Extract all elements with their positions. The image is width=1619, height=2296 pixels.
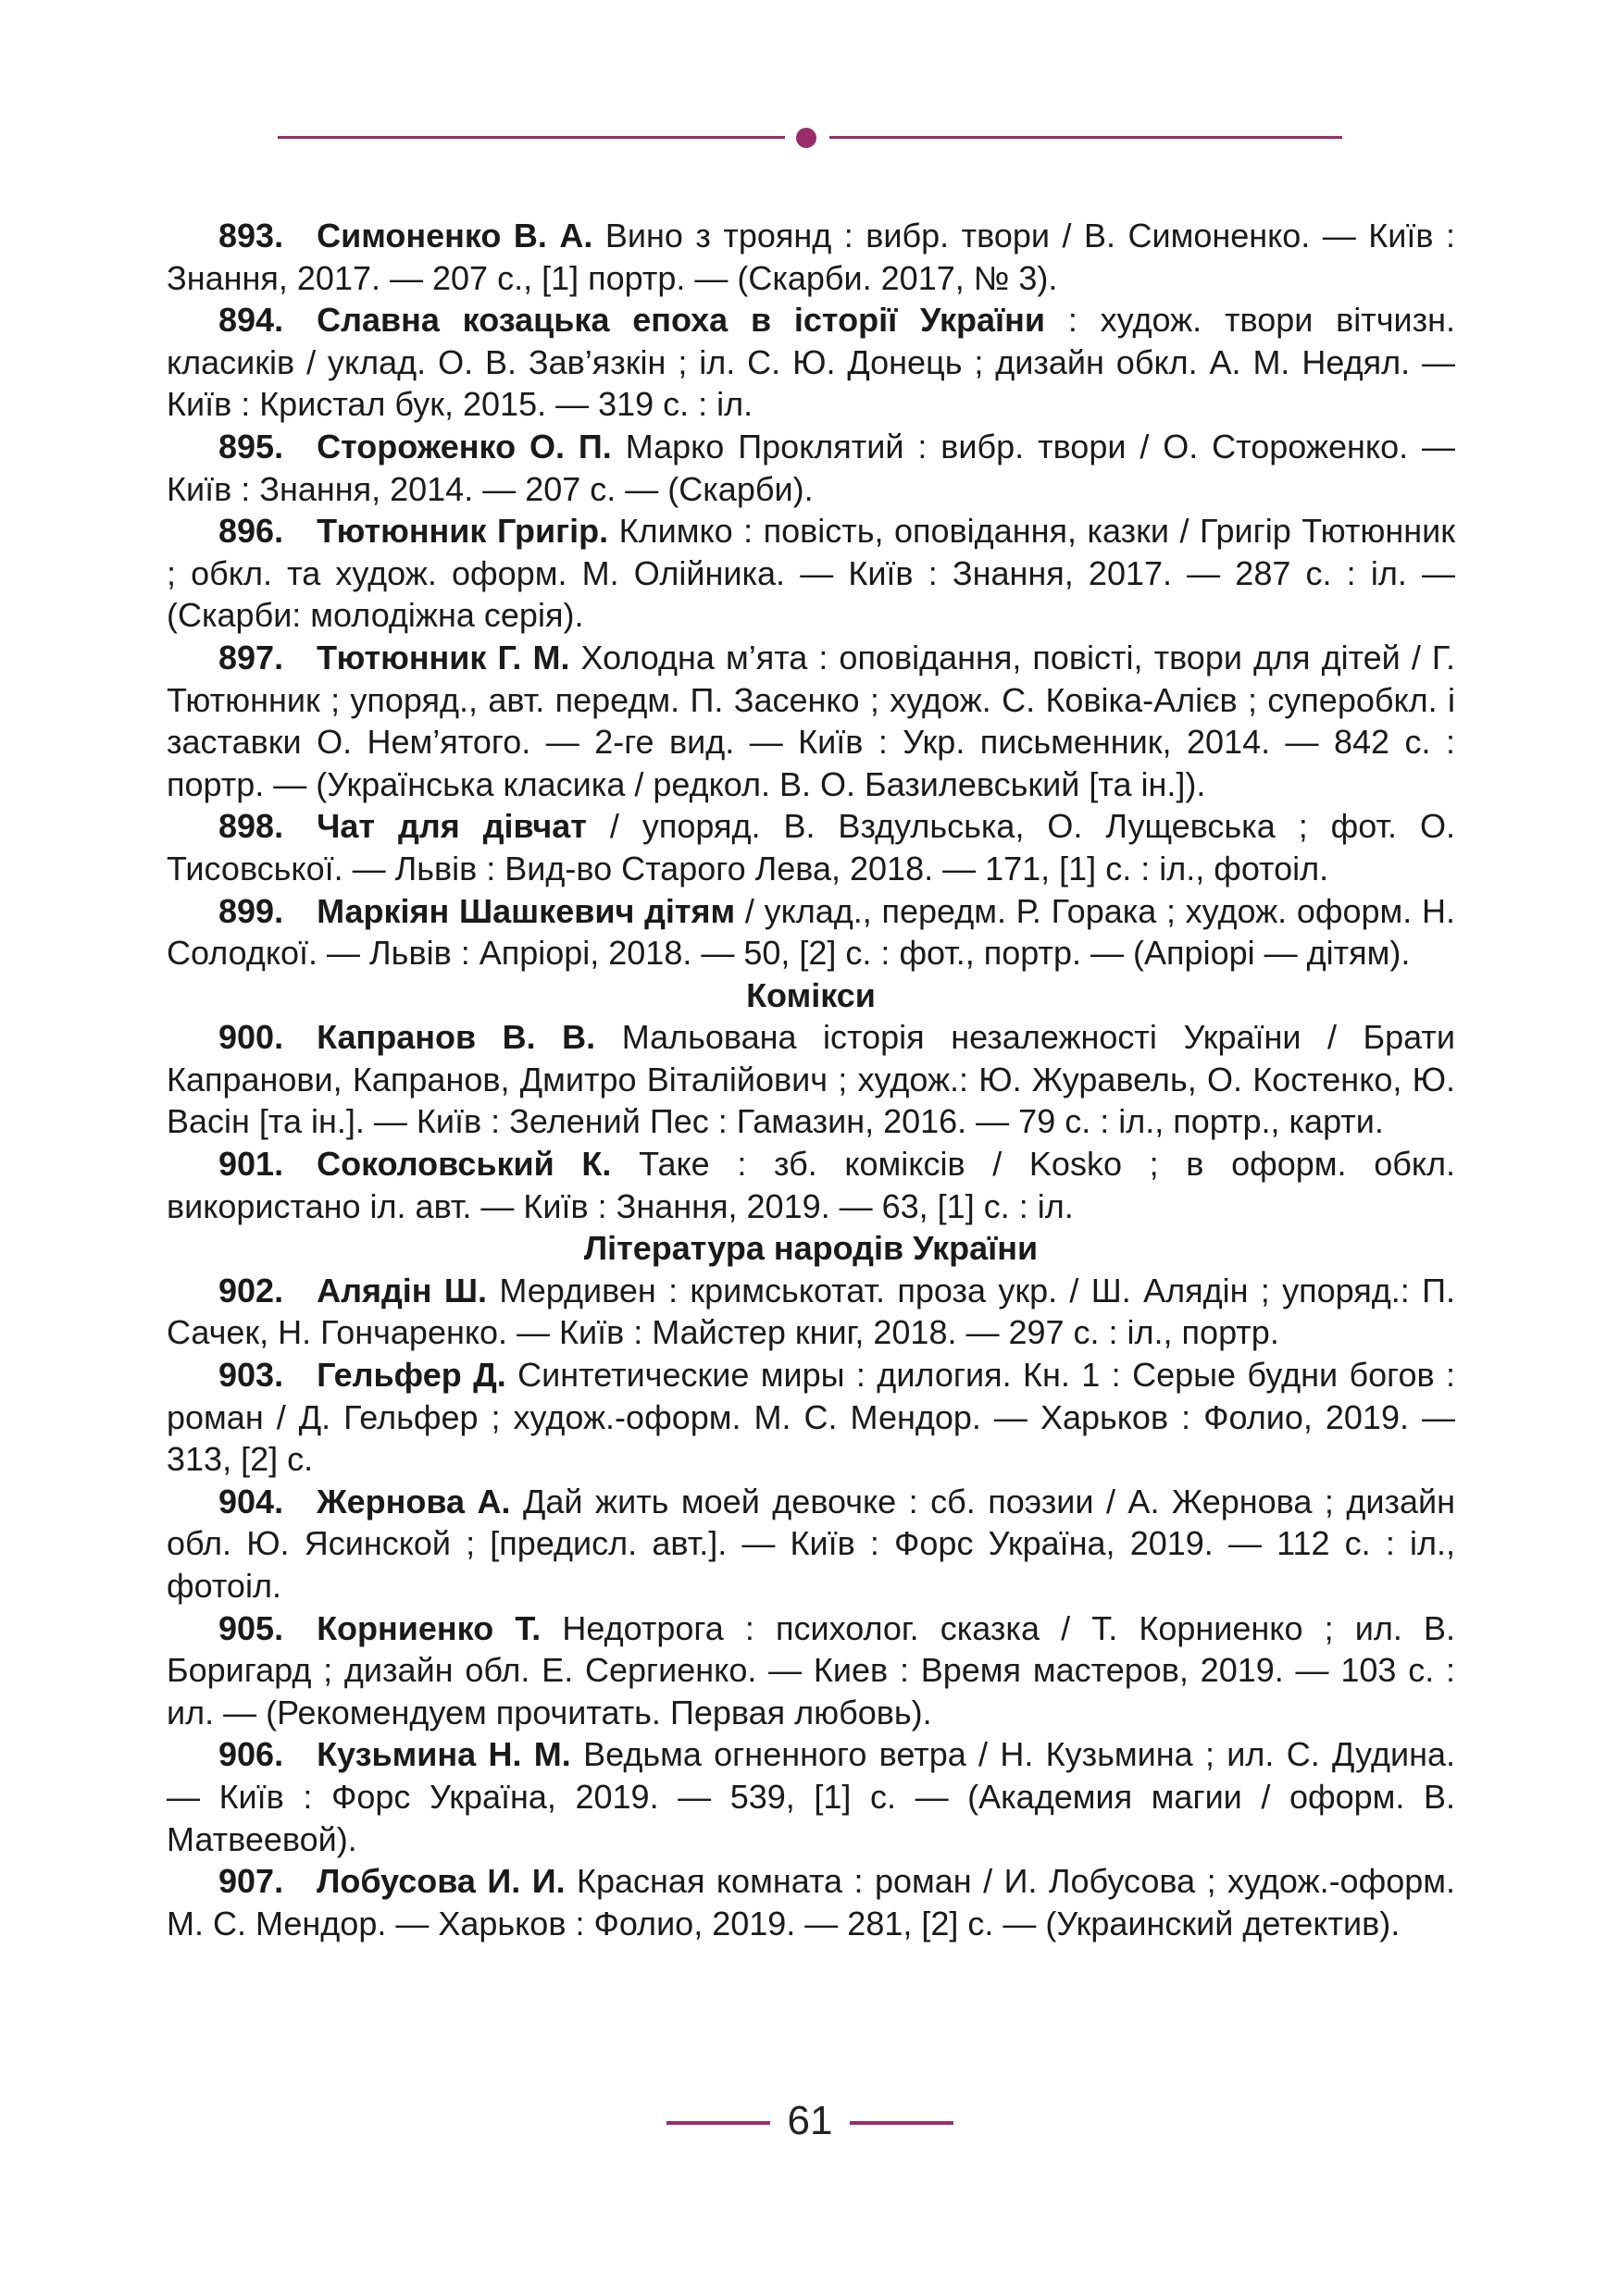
bibliography-entry (167, 1016, 1455, 1143)
entry-number: 894. (218, 301, 284, 340)
entry-author: Лобусова И. И. (317, 1862, 566, 1901)
entry-description: Мальована історія незалежності України / Брати Капранови, Капранов, Дмитро Віталійович ; худож.: Ю. Журавель, О. Костенко, Ю. Васін [та ін.]. — Київ : Зелений Пес : Гамазин, 2016. — 79 с. : іл., портр., карти. (167, 1018, 1455, 1141)
entry-description: / уклад., передм. Р. Горака ; худож. оформ. Н. Солодкої. — Львів : Апріорі, 2018. — 50, [2] с. : фот., портр. — (Апріорі — дітям). (167, 891, 1455, 973)
bibliography-entry (167, 1607, 1455, 1734)
entry-description: Красная комната : роман / И. Лобусова ; худож.-оформ. М. С. Мендор. — Харьков : Фолио, 2019. — 281, [2] с. — (Украинский детектив). (167, 1862, 1455, 1942)
page-number: 61 (787, 2098, 833, 2143)
entry-number: 899. (218, 891, 284, 930)
bibliography-entry (167, 1481, 1455, 1607)
top-rule-right-line (829, 136, 1342, 139)
bibliography-entry (167, 299, 1455, 426)
entry-description: Ведьма огненного ветра / Н. Кузьмина ; ил. С. Дудина. — Київ : Форс Україна, 2019. — 539, [1] с. — (Академия магии / оформ. В. Матвеевой). (167, 1735, 1455, 1858)
entry-number: 896. (218, 512, 284, 551)
bibliography-entry (167, 1860, 1455, 1944)
entry-author: Чат для дівчат (317, 807, 587, 846)
bibliography-content (167, 215, 1455, 1944)
bibliography-entry (167, 215, 1455, 299)
entry-description: Холодна м’ята : оповідання, повісті, твори для дітей / Г. Тютюнник ; упоряд., авт. передм. П. Засенко ; худож. С. Ковіка-Алієв ; суперобкл. і заставки О. Нем’ятого. — 2-ге вид. — Київ : Укр. письменник, 2014. — 842 с. : портр. — (Українська класика / редкол. В. О. Базилевський [та ін.]). (167, 638, 1455, 803)
page-footer (666, 2093, 953, 2149)
entry-number: 904. (218, 1482, 284, 1520)
entry-description: Климко : повість, оповідання, казки / Григір Тютюнник ; обкл. та худож. оформ. М. Олійника. — Київ : Знання, 2017. — 287 с. : іл. — (Скарби: молодіжна серія). (167, 512, 1455, 635)
entry-author: Гельфер Д. (317, 1356, 506, 1395)
entry-author: Тютюнник Григір. (317, 512, 609, 551)
entries-group-literature (167, 1270, 1455, 1945)
entry-number: 907. (218, 1862, 284, 1901)
entry-description: Вино з троянд : вибр. твори / В. Симоненко. — Київ : Знання, 2017. — 207 с., [1] портр. — (Скарби. 2017, № 3). (167, 217, 1455, 297)
entry-description: / упоряд. В. Вздульська, О. Лущевська ; фот. О. Тисовської. — Львів : Вид-во Старого Лева, 2018. — 171, [1] с. : іл., фотоіл. (167, 807, 1456, 887)
entry-number: 898. (218, 807, 284, 846)
entry-number: 895. (218, 427, 284, 465)
entry-author: Корниенко Т. (317, 1608, 542, 1647)
entry-author: Симоненко В. А. (317, 217, 593, 254)
entry-author: Соколовський К. (317, 1145, 612, 1184)
bibliography-entry (167, 1143, 1455, 1227)
footer-rule-right (850, 2121, 953, 2125)
top-rule-left-line (278, 136, 785, 139)
entry-description: Марко Проклятий : вибр. твори / О. Стороженко. — Київ : Знання, 2014. — 207 с. — (Скарби). (167, 427, 1455, 508)
entry-description: Таке : зб. коміксів / Kosko ; в оформ. обкл. використано іл. авт. — Київ : Знання, 2019. — 63, [1] с. : іл. (167, 1145, 1456, 1225)
entry-description: Недотрога : психолог. сказка / Т. Корниенко ; ил. В. Боригард ; дизайн обл. Е. Сергиенко. — Киев : Время мастеров, 2019. — 103 с. : ил. — (Рекомендуем прочитать. Первая любовь). (167, 1608, 1455, 1731)
entry-number: 893. (218, 217, 284, 254)
bibliography-entry (167, 637, 1455, 805)
entry-number: 897. (218, 638, 284, 676)
entry-number: 906. (218, 1735, 284, 1774)
section-heading-comics: Комікси (746, 975, 876, 1014)
entry-number: 905. (218, 1608, 284, 1647)
entry-description: Синтетические миры : дилогия. Кн. 1 : Серые будни богов : роман / Д. Гельфер ; худож.-оформ. М. С. Мендор. — Харьков : Фолио, 2019. — 313, [2] с. (167, 1356, 1455, 1479)
entry-description: Мердивен : кримськотат. проза укр. / Ш. Алядін ; упоряд.: П. Сачек, Н. Гончаренко. — Київ : Майстер книг, 2018. — 297 с. : іл., портр. (167, 1271, 1455, 1352)
bibliography-entry (167, 1733, 1455, 1860)
bibliography-entry (167, 890, 1455, 974)
entries-group-fiction (167, 215, 1455, 974)
entry-description: : худож. твори вітчизн. класиків / уклад. О. В. Зав’язкін ; іл. С. Ю. Донець ; дизайн обкл. А. М. Недял. — Київ : Кристал бук, 2015. — 319 с. : іл. (167, 301, 1456, 424)
entry-description: Дай жить моей девочке : сб. поэзии / А. Жернова ; дизайн обл. Ю. Ясинской ; [предисл. авт.]. — Київ : Форс Україна, 2019. — 112 с. : іл., фотоіл. (167, 1482, 1456, 1605)
entry-author: Стороженко О. П. (317, 427, 612, 465)
bibliography-entry (167, 1270, 1455, 1354)
entries-group-comics (167, 1016, 1455, 1227)
entry-author: Тютюнник Г. М. (317, 638, 570, 676)
footer-rule-left (666, 2121, 770, 2125)
bibliography-entry (167, 805, 1455, 889)
entry-author: Алядін Ш. (317, 1271, 488, 1309)
entry-author: Кузьмина Н. М. (317, 1735, 571, 1774)
entry-number: 901. (218, 1145, 284, 1184)
entry-number: 902. (218, 1271, 284, 1309)
entry-author: Капранов В. В. (317, 1018, 596, 1057)
entry-author: Жернова А. (317, 1482, 511, 1520)
entry-number: 903. (218, 1356, 284, 1395)
entry-author: Славна козацька епоха в історії України (317, 301, 1046, 340)
bibliography-entry (167, 426, 1455, 510)
entry-author: Маркіян Шашкевич дітям (317, 891, 736, 930)
bibliography-entry (167, 510, 1455, 637)
entry-number: 900. (218, 1018, 284, 1057)
top-decorative-rule (278, 124, 1342, 152)
top-rule-dot (796, 128, 816, 148)
section-heading-literature: Література народів України (583, 1229, 1039, 1268)
bibliography-entry (167, 1354, 1455, 1481)
